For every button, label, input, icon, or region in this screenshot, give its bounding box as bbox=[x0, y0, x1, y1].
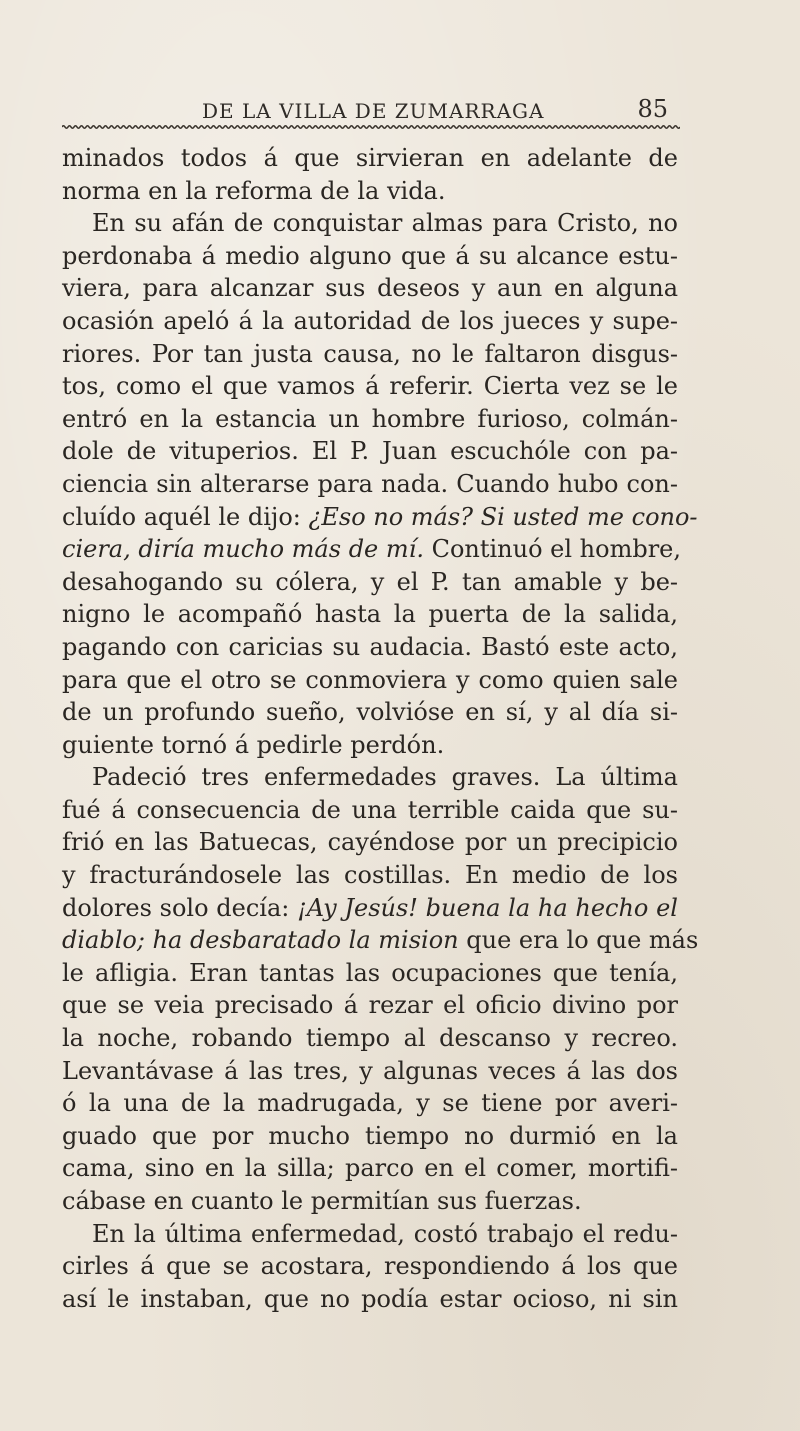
line-text: riores. Por tan justa causa, no le faltaron disgus- bbox=[62, 339, 678, 368]
line-text: ciencia sin alterarse para nada. Cuando hubo con- bbox=[62, 469, 678, 498]
body-text bbox=[62, 142, 699, 1315]
text-line bbox=[62, 989, 678, 1022]
line-text: En su afán de conquistar almas para Cristo, no bbox=[92, 209, 678, 238]
line-text: nigno le acompañó hasta la puerta de la salida, bbox=[62, 600, 678, 629]
text-line bbox=[62, 892, 678, 925]
text-line bbox=[62, 207, 678, 240]
line-text: de un profundo sueño, volvióse en sí, y al día si- bbox=[62, 698, 678, 727]
line-text: En la última enfermedad, costó trabajo el redu- bbox=[92, 1219, 678, 1248]
line-text: cama, sino en la silla; parco en el comer, mortifi- bbox=[62, 1154, 678, 1183]
line-text: así le instaban, que no podía estar ocioso, ni sin bbox=[62, 1284, 678, 1313]
line-text: Continuó el hombre, bbox=[423, 535, 682, 564]
line-text: cluído aquél le dijo: bbox=[62, 502, 309, 531]
text-line bbox=[62, 338, 678, 371]
line-text: minados todos á que sirvieran en adelante de bbox=[62, 144, 678, 172]
text-line bbox=[62, 175, 678, 208]
text-line bbox=[62, 957, 678, 990]
italic-quote: diablo; ha desbaratado la mision bbox=[62, 926, 459, 955]
text-line bbox=[62, 598, 678, 631]
text-line bbox=[62, 1152, 678, 1185]
text-line bbox=[62, 272, 678, 305]
line-text: ocasión apeló á la autoridad de los jueces y supe- bbox=[62, 306, 678, 335]
text-line bbox=[62, 1185, 678, 1218]
line-text: tos, como el que vamos á referir. Cierta vez se le bbox=[62, 372, 678, 401]
running-head bbox=[62, 97, 676, 127]
line-text: frió en las Batuecas, cayéndose por un precipicio bbox=[62, 828, 678, 857]
line-text: Padeció tres enfermedades graves. La última bbox=[92, 763, 678, 792]
text-line bbox=[62, 761, 678, 794]
text-line bbox=[62, 501, 698, 534]
text-line bbox=[62, 1250, 678, 1283]
line-text: fué á consecuencia de una terrible caida que su- bbox=[62, 795, 678, 824]
line-text: ó la una de la madrugada, y se tiene por averi- bbox=[62, 1089, 678, 1118]
text-line bbox=[62, 1087, 678, 1120]
text-line bbox=[62, 729, 678, 762]
line-text: para que el otro se conmoviera y como quien sale bbox=[62, 665, 678, 694]
text-line bbox=[62, 370, 678, 403]
line-text: desahogando su cólera, y el P. tan amable y be- bbox=[62, 567, 678, 596]
text-line bbox=[62, 566, 678, 599]
text-line bbox=[62, 142, 678, 175]
text-line bbox=[62, 664, 678, 697]
line-text: cábase en cuanto le permitían sus fuerzas. bbox=[62, 1187, 582, 1215]
line-text: le afligia. Eran tantas las ocupaciones que tenía, bbox=[62, 958, 678, 987]
text-line bbox=[62, 794, 678, 827]
text-line bbox=[62, 826, 678, 859]
line-text: norma en la reforma de la vida. bbox=[62, 176, 446, 205]
line-text: y fracturándosele las costillas. En medio de los bbox=[62, 861, 678, 890]
wavy-rule-ornament bbox=[62, 124, 680, 130]
text-line bbox=[62, 1218, 678, 1251]
italic-quote: ciera, diría mucho más de mí. bbox=[62, 535, 424, 564]
text-line bbox=[62, 1120, 678, 1153]
text-line bbox=[62, 1055, 678, 1088]
line-text: perdonaba á medio alguno que á su alcance estu- bbox=[62, 241, 678, 270]
line-text: entró en la estancia un hombre furioso, colmán- bbox=[62, 404, 678, 433]
italic-quote: ¿Eso no más? Si usted me cono- bbox=[308, 502, 698, 531]
line-text: dolores solo decía: bbox=[62, 893, 298, 922]
line-text: que era lo que más bbox=[458, 926, 699, 955]
line-text: pagando con caricias su audacia. Bastó este acto, bbox=[62, 632, 678, 661]
text-line bbox=[62, 859, 678, 892]
line-text: guiente tornó á pedirle perdón. bbox=[62, 730, 445, 759]
line-text: la noche, robando tiempo al descanso y recreo. bbox=[62, 1024, 678, 1053]
text-line bbox=[62, 403, 678, 436]
text-line bbox=[62, 305, 678, 338]
line-text: Levantávase á las tres, y algunas veces á las dos bbox=[62, 1056, 678, 1085]
italic-quote: ¡Ay Jesús! buena la ha hecho el bbox=[297, 893, 678, 922]
line-text: guado que por mucho tiempo no durmió en la bbox=[62, 1121, 678, 1150]
text-line bbox=[62, 1283, 678, 1316]
line-text: cirles á que se acostara, respondiendo á los que bbox=[62, 1252, 678, 1281]
text-line bbox=[62, 1022, 678, 1055]
text-line bbox=[62, 924, 699, 957]
page-number: 85 bbox=[637, 95, 668, 123]
text-line bbox=[62, 240, 678, 273]
text-line bbox=[62, 696, 678, 729]
line-text: dole de vituperios. El P. Juan escuchóle con pa- bbox=[62, 437, 678, 466]
text-line bbox=[62, 468, 678, 501]
text-line bbox=[62, 533, 682, 566]
line-text: que se veia precisado á rezar el oficio divino por bbox=[62, 991, 678, 1020]
running-title: DE LA VILLA DE ZUMARRAGA bbox=[202, 99, 545, 123]
line-text: viera, para alcanzar sus deseos y aun en alguna bbox=[62, 274, 678, 303]
text-line bbox=[62, 435, 678, 468]
text-line bbox=[62, 631, 678, 664]
